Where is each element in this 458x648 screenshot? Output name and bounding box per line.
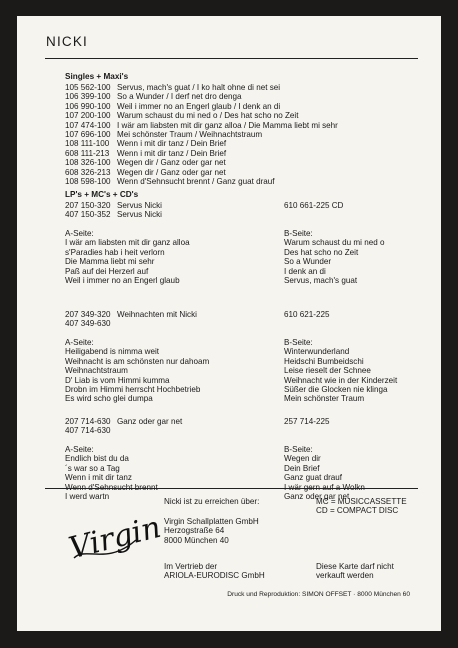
single-title: Servus, mach's guat / I ko halt ohne di net sei — [117, 83, 281, 92]
track-title: Heiligabend is nimma weit — [65, 347, 160, 357]
single-row — [65, 158, 338, 167]
track-title: Weihnachtstraum — [65, 366, 128, 376]
catalog-number: 107 200-100 — [65, 111, 111, 121]
virgin-logo-text: Virgin — [65, 509, 165, 567]
album-title: Servus Nicki — [117, 210, 162, 220]
album-format-number: 610 661-225 CD — [284, 201, 344, 210]
album-format-number: 257 714-225 — [284, 417, 330, 426]
single-title: Wenn i mit dir tanz / Dein Brief — [117, 148, 227, 158]
note-line: verkauft werden — [316, 571, 374, 581]
track-title: Endlich bist du da — [65, 454, 129, 464]
legend-cd: CD = COMPACT DISC — [316, 506, 399, 516]
single-row — [65, 121, 338, 130]
catalog-number: 108 326-100 — [65, 158, 111, 168]
track-title: Dein Brief — [284, 463, 320, 473]
single-row — [65, 111, 338, 120]
catalog-number: 207 150-320 — [65, 201, 111, 210]
track-title: I denk an di — [284, 266, 326, 276]
albums-heading: LP's + MC's + CD's — [65, 190, 139, 199]
track-title: Wegen dir — [284, 454, 321, 464]
catalog-number: 106 399-100 — [65, 92, 111, 102]
page-title: NICKI — [46, 34, 89, 49]
singles-list — [65, 83, 338, 186]
track-title: Die Mamma liebt mi sehr — [65, 257, 155, 267]
track-title: Winterwunderland — [284, 347, 350, 357]
catalog-number: 407 349-630 — [65, 319, 111, 329]
catalog-number: 107 696-100 — [65, 130, 111, 140]
track-title: Weihnacht wie in der Kinderzeit — [284, 375, 398, 385]
legend-mc: MC = MUSICCASSETTE — [316, 497, 407, 506]
footer-divider — [45, 488, 418, 489]
track-title: Heidschi Bumbeidschi — [284, 356, 364, 366]
track-title: Drobn im Himmi herrscht Hochbetrieb — [65, 385, 201, 394]
single-title: Warum schaust du mi ned o / Des hat scho no Zeit — [117, 111, 299, 121]
contact-intro: Nicki ist zu erreichen über: — [164, 497, 260, 506]
album-catalog-row — [65, 310, 197, 319]
album-catalog-row — [65, 319, 117, 328]
single-title: I wär am liabsten mit dir ganz alloa / Die Mamma liebt mi sehr — [117, 120, 338, 130]
track-title: Weihnacht is am schönsten nur dahoam — [65, 356, 210, 366]
catalog-number: 608 111-213 — [65, 148, 110, 158]
b-side-label: B-Seite: — [284, 338, 313, 347]
address-line: Virgin Schallplatten GmbH — [164, 517, 259, 526]
distribution-block — [164, 562, 265, 581]
album-title: Weihnachten mit Nicki — [117, 310, 197, 319]
track-title: Ganz guat drauf — [284, 473, 343, 483]
track-title: I werd wartn — [65, 492, 110, 501]
catalog-number: 407 150-352 — [65, 210, 111, 220]
album-title: Servus Nicki — [117, 201, 162, 210]
print-credits: Druck und Reproduktion: SIMON OFFSET · 8000 München 60 — [227, 591, 410, 598]
single-title: Wegen dir / Ganz oder gar net — [117, 167, 226, 177]
catalog-number: 106 990-100 — [65, 101, 111, 111]
single-row — [65, 149, 338, 158]
catalog-number: 107 474-100 — [65, 120, 111, 130]
single-title: Wegen dir / Ganz oder gar net — [117, 158, 226, 168]
track-title: Des hat scho no Zeit — [284, 247, 359, 257]
track-title: Es wird scho glei dumpa — [65, 394, 153, 404]
single-row — [65, 168, 338, 177]
track-title: D' Liab is vom Himmi kumma — [65, 375, 170, 385]
singles-heading: Singles + Maxi's — [65, 72, 129, 81]
address-line: Herzogstraße 64 — [164, 526, 225, 536]
catalog-number: 407 714-630 — [65, 426, 111, 436]
a-side-label: A-Seite: — [65, 338, 94, 347]
track-title: Weil i immer no an Engerl glaub — [65, 276, 180, 285]
catalog-number: 608 326-213 — [65, 167, 111, 177]
single-title: Wenn d'Sehnsucht brennt / Ganz guat drauf — [117, 177, 275, 187]
b-side-label: B-Seite: — [284, 445, 313, 454]
album-title: Ganz oder gar net — [117, 417, 183, 426]
virgin-logo — [65, 506, 165, 568]
track-title: ´s war so a Tag — [65, 463, 120, 473]
track-title: Warum schaust du mi ned o — [284, 238, 385, 248]
single-row — [65, 102, 338, 111]
address-line: 8000 München 40 — [164, 535, 229, 545]
album-catalog-row — [65, 210, 162, 219]
single-row — [65, 83, 338, 92]
single-title: Wenn i mit dir tanz / Dein Brief — [117, 139, 227, 149]
track-title: Paß auf dei Herzerl auf — [65, 266, 149, 276]
distribution-line: ARIOLA-EURODISC GmbH — [164, 571, 265, 581]
catalog-number: 108 598-100 — [65, 177, 111, 187]
distribution-line: Im Vertrieb der — [164, 562, 218, 571]
album-catalog-row — [65, 417, 182, 426]
not-for-sale-note — [316, 562, 394, 581]
single-row — [65, 92, 338, 101]
catalog-number: 105 562-100 — [65, 83, 111, 92]
single-title: Mei schönster Traum / Weihnachtstraum — [117, 130, 263, 140]
a-side-label: A-Seite: — [65, 229, 94, 238]
catalog-number: 207 714-630 — [65, 417, 111, 426]
title-divider — [45, 58, 418, 59]
a-side-label: A-Seite: — [65, 445, 94, 454]
single-title: Weil i immer no an Engerl glaub / I denk an di — [117, 101, 281, 111]
track-title: Ganz oder gar net — [284, 492, 350, 501]
catalog-number: 108 111-100 — [65, 139, 110, 149]
track-title: Mein schönster Traum — [284, 394, 365, 404]
track-title: s'Paradies hab i heit verlorn — [65, 247, 165, 257]
single-row — [65, 177, 338, 186]
format-legend — [316, 497, 407, 516]
single-row — [65, 130, 338, 139]
single-row — [65, 139, 338, 148]
catalog-number: 207 349-320 — [65, 310, 111, 319]
b-side-label: B-Seite: — [284, 229, 313, 238]
album-catalog-row — [65, 426, 117, 435]
note-line: Diese Karte darf nicht — [316, 562, 394, 571]
track-title: So a Wunder — [284, 257, 332, 267]
track-title: Servus, mach's guat — [284, 276, 358, 285]
album-catalog-row — [65, 201, 162, 210]
track-title: Leise rieselt der Schnee — [284, 366, 371, 376]
address-block — [164, 517, 259, 545]
track-title: I wär am liabsten mit dir ganz alloa — [65, 238, 190, 248]
album-format-number: 610 621-225 — [284, 310, 330, 319]
single-title: So a Wunder / I derf net dro denga — [117, 92, 242, 102]
track-title: Wenn i mit dir tanz — [65, 473, 132, 483]
track-title: Süßer die Glocken nie klinga — [284, 385, 388, 394]
